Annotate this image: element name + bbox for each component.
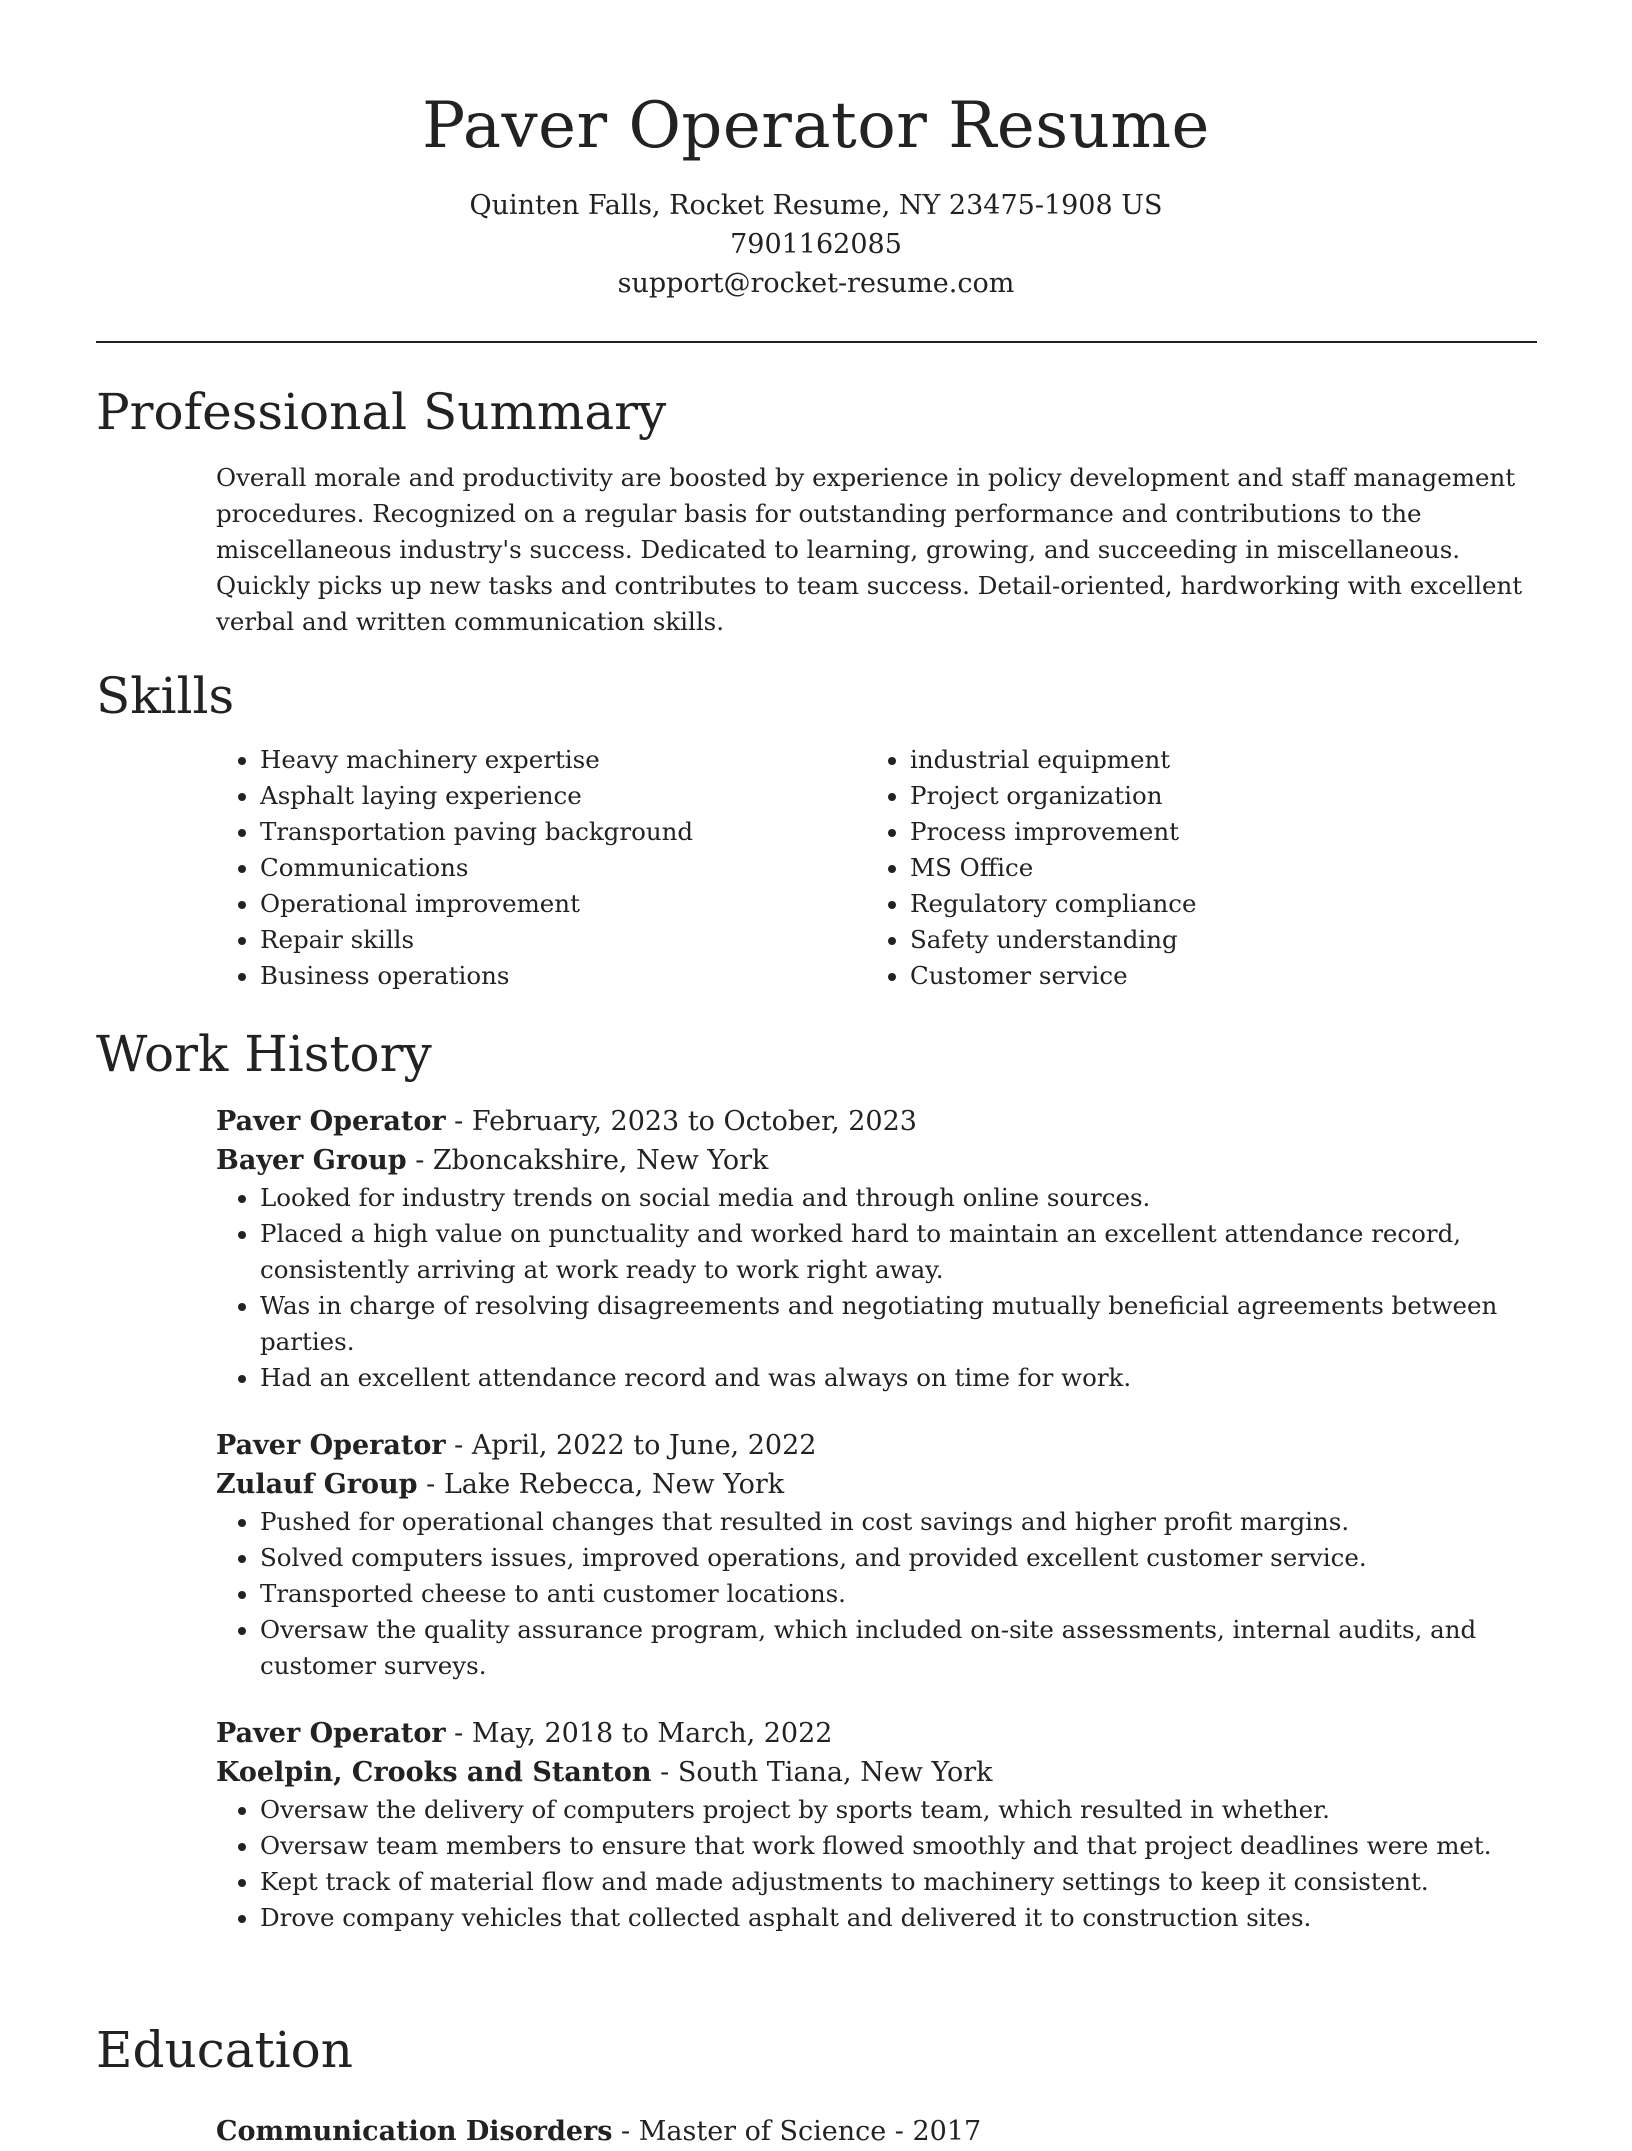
job-title-line [216, 1426, 1537, 1465]
job-entry [216, 1102, 1537, 1396]
job-company: Zulauf Group [216, 1469, 418, 1500]
job-entry [216, 1426, 1537, 1684]
job-title-line [216, 1714, 1537, 1753]
skill-item: • Communications [260, 850, 866, 886]
job-company-line [216, 1465, 1537, 1504]
job-company: Koelpin, Crooks and Stanton [216, 1757, 652, 1788]
job-duty: • Drove company vehicles that collected asphalt and delivered it to construction sites. [260, 1900, 1537, 1936]
job-duty: • Oversaw the quality assurance program, which included on-site assessments, internal audits, and customer surveys. [260, 1612, 1537, 1684]
job-company: Bayer Group [216, 1145, 407, 1176]
skill-item: • Asphalt laying experience [260, 778, 866, 814]
education-entry [216, 2112, 1537, 2151]
job-duty: • Had an excellent attendance record and was always on time for work. [260, 1360, 1537, 1396]
resume-header [0, 80, 1632, 303]
skills-section [96, 664, 1537, 994]
job-duty: • Oversaw the delivery of computers project by sports team, which resulted in whether. [260, 1792, 1537, 1828]
job-location: - Zboncakshire, New York [406, 1145, 769, 1176]
job-duty: • Kept track of material flow and made adjustments to machinery settings to keep it consistent. [260, 1864, 1537, 1900]
job-company-line [216, 1141, 1537, 1180]
education-degree: - Master of Science - 2017 [612, 2116, 982, 2147]
job-title: Paver Operator [216, 1106, 446, 1137]
job-dates: - April, 2022 to June, 2022 [445, 1430, 817, 1461]
skill-item: • Project organization [910, 778, 1516, 814]
summary-section [96, 380, 1537, 640]
job-duties [216, 1792, 1537, 1936]
contact-email: support@rocket-resume.com [617, 268, 1015, 299]
job-company-line [216, 1753, 1537, 1792]
job-duties [216, 1180, 1537, 1396]
education-section [96, 2018, 1537, 2151]
education-heading: Education [96, 2021, 353, 2079]
job-entry [216, 1714, 1537, 1936]
skill-item: • Safety understanding [910, 922, 1516, 958]
skill-item: • Customer service [910, 958, 1516, 994]
work-history-heading: Work History [96, 1025, 432, 1083]
header-divider [96, 341, 1537, 343]
page-title: Paver Operator Resume [422, 89, 1210, 163]
education-field: Communication Disorders [216, 2116, 613, 2147]
contact-phone: 7901162085 [730, 229, 902, 260]
job-duty: • Transported cheese to anti customer locations. [260, 1576, 1537, 1612]
skill-item: • Heavy machinery expertise [260, 742, 866, 778]
contact-address: Quinten Falls, Rocket Resume, NY 23475-1908 US [469, 190, 1163, 221]
job-duties [216, 1504, 1537, 1684]
skill-item: • Operational improvement [260, 886, 866, 922]
job-duty: • Looked for industry trends on social media and through online sources. [260, 1180, 1537, 1216]
skills-list [216, 742, 1537, 994]
job-duty: • Solved computers issues, improved operations, and provided excellent customer service. [260, 1540, 1537, 1576]
skills-column-right [866, 742, 1516, 994]
job-duty: • Was in charge of resolving disagreements and negotiating mutually beneficial agreements between parties. [260, 1288, 1537, 1360]
job-title: Paver Operator [216, 1430, 446, 1461]
job-location: - South Tiana, New York [651, 1757, 993, 1788]
job-dates: - May, 2018 to March, 2022 [445, 1718, 833, 1749]
job-dates: - February, 2023 to October, 2023 [445, 1106, 917, 1137]
contact-info [0, 186, 1632, 303]
skills-column-left [216, 742, 866, 994]
job-location: - Lake Rebecca, New York [417, 1469, 785, 1500]
job-duty: • Oversaw team members to ensure that work flowed smoothly and that project deadlines were met. [260, 1828, 1537, 1864]
skill-item: • Process improvement [910, 814, 1516, 850]
summary-heading: Professional Summary [96, 383, 667, 441]
job-duty: • Placed a high value on punctuality and worked hard to maintain an excellent attendance record, consistently arriving at work ready to work right away. [260, 1216, 1537, 1288]
job-title-line [216, 1102, 1537, 1141]
skill-item: • Transportation paving background [260, 814, 866, 850]
skill-item: • MS Office [910, 850, 1516, 886]
skill-item: • industrial equipment [910, 742, 1516, 778]
summary-text: Overall morale and productivity are boosted by experience in policy development and staff management procedures. Recognized on a regular basis for outstanding performance and contributions to the miscellaneous industry's success. Dedicated to learning, growing, and succeeding in miscellaneous. Quickly picks up new tasks and contributes to team success. Detail-oriented, hardworking with excellent verbal and written communication skills. [216, 463, 1523, 636]
job-duty: • Pushed for operational changes that resulted in cost savings and higher profit margins. [260, 1504, 1537, 1540]
work-history-section [96, 1022, 1537, 1936]
skill-item: • Business operations [260, 958, 866, 994]
job-title: Paver Operator [216, 1718, 446, 1749]
skills-heading: Skills [96, 667, 235, 725]
skill-item: • Regulatory compliance [910, 886, 1516, 922]
skill-item: • Repair skills [260, 922, 866, 958]
